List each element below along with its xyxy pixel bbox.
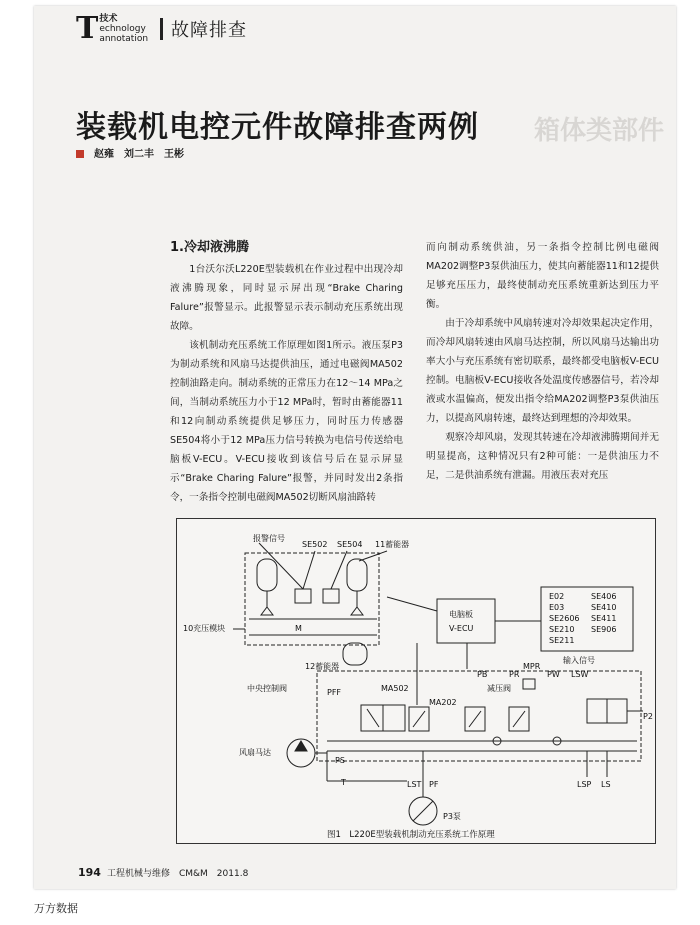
label-pump: P3泵 [443,812,461,821]
magazine-page [34,6,676,889]
figure-caption: 图1 L220E型装载机制动充压系统工作原理 [327,830,495,840]
label-ecu2: V-ECU [449,624,474,633]
paragraph: 而向制动系统供油，另一条指令控制比例电磁阀MA202调整P3泵供油压力，使其向蓄能器11和12提供足够充压压力，最终使制动充压系统重新达到压力平衡。 [426,242,659,310]
accumulator-12 [343,643,367,665]
signal-label: SE411 [591,614,617,623]
charge-module-frame [245,553,379,645]
label-alarm: 报警信号 [253,534,285,543]
label-pf: PF [429,780,439,789]
check-valve-a [261,607,273,615]
signal-label: SE210 [549,625,575,634]
label-se502: SE502 [302,540,328,549]
signal-label: E02 [549,592,565,601]
signal-label: SE406 [591,592,617,601]
label-central: 中央控制阀 [247,684,287,693]
label-inputs: 输入信号 [563,656,595,665]
label-ps: PS [335,756,345,765]
bleed-through-text: 箱体类部件 [534,116,665,146]
paragraph: 观察冷却风扇，发现其转速在冷却液沸腾期间并无明显提高，这种情况只有2种可能：一是供油压力不足，二是供油系统有泄漏。用液压表对充压 [426,432,659,481]
valve-ma502 [383,705,405,731]
journal-name: 工程机械与维修 CM&M 2011.8 [106,869,249,879]
column-brand [76,11,248,46]
sensor-se504 [323,589,339,603]
page-number: 194 [78,866,101,879]
schematic-svg [177,519,655,843]
label-pb: PB [477,670,488,679]
label-p2: P2 [643,712,653,721]
label-charge10: 10充压模块 [183,624,226,633]
signal-label: SE906 [591,625,617,634]
author-names: 赵雍 刘二丰 王彬 [94,149,184,160]
signal-label: SE2606 [549,614,580,623]
hydraulic-schematic-figure [176,518,656,844]
right-column [426,238,659,485]
valve-lsw-b [607,699,627,723]
accumulator-11b [347,559,367,591]
page-footer [78,866,248,879]
gauge-mpr [523,679,535,689]
label-ma202: MA202 [429,698,457,707]
label-acc12: 12蓄能器 [305,662,340,671]
article-authors [76,145,184,160]
label-m: M [295,624,302,633]
label-t: T [341,778,346,787]
check-valve-b [351,607,363,615]
label-ls: LS [601,780,611,789]
paragraph: 由于冷却系统中风扇转速对冷却效果起决定作用，而冷却风扇转速由风扇马达控制，所以风扇马达输出功率大小与充压系统有密切联系，最终都受电脑板V-ECU控制。电脑板V-ECU接收各处温度传感器信号，若冷却液或水温偏高，便发出指令给MA202调整P3泵供油压力，以提高风扇转速，最终达到理想的冷却效果。 [426,318,659,424]
brand-stack [99,14,148,44]
accumulator-11a [257,559,277,591]
label-mpr: MPR [523,662,541,671]
valve-lsw-a [587,699,607,723]
label-fan: 风扇马达 [239,748,271,757]
valve-pff [361,705,383,731]
signal-label: E03 [549,603,565,612]
label-acc11: 11蓄能器 [375,540,410,549]
brand-letter: T [76,11,99,46]
label-pr: PR [509,670,520,679]
label-pw: PW [547,670,560,679]
sensor-se502 [295,589,311,603]
signals-col-2 [591,592,616,634]
label-lst: LST [407,780,422,789]
leader-se504 [331,551,347,589]
label-se504: SE504 [337,540,363,549]
brand-divider [160,18,163,40]
paragraph: 1台沃尔沃L220E型装载机在作业过程中出现冷却液沸腾现象，同时显示屏出现“Brake Charing Falure”报警显示。此报警显示表示制动充压系统出现故障。 [170,264,403,332]
fan-motor-arrow-icon [295,741,307,751]
article-title: 装载机电控元件故障排查两例 [76,110,479,145]
left-column [170,238,403,507]
author-bullet-icon [76,150,84,158]
signals-col-1 [549,592,580,645]
brand-en-1: echnology [99,24,146,34]
brand-en-2: annotation [99,34,149,44]
section-heading: 1.冷却液沸腾 [170,240,249,255]
brand-cn: 技术 [99,14,118,24]
label-relief: 减压阀 [487,684,511,693]
label-ma502: MA502 [381,684,409,693]
signal-label: SE410 [591,603,617,612]
arrow [413,711,425,727]
ecu-box [437,599,495,643]
pump-arrow [413,801,433,821]
arrow [513,711,525,727]
arrow [469,711,481,727]
leader-se502 [303,551,315,589]
leader-alarm [259,543,303,589]
paragraph: 该机制动充压系统工作原理如图1所示。液压泵P3为制动系统和风扇马达提供油压，通过电磁阀MA502控制油路走向。制动系统的正常压力在12～14 MPa之间，当制动系统压力小于12 MPa时，暂时由蓄能器11和12向制动系统提供足够压力，同时压力传感器SE504将小于12 MPa压力信号转换为电信号传送给电脑板V-ECU。V-ECU接收到该信号后在显示屏显示“Brake Charing Falure”报警，并同时发出2条指令，一条指令控制电磁阀MA502切断风扇油路转 [170,340,403,503]
signal-label: SE211 [549,636,575,645]
arrow [367,709,379,727]
label-ecu: 电脑板 [449,610,473,619]
label-pff: PFF [327,688,342,697]
source-watermark: 万方数据 [34,902,78,915]
central-valve-frame [317,671,641,761]
label-lsw: LSW [571,670,589,679]
label-lsp: LSP [577,780,592,789]
signal-line [387,597,437,611]
section-title: 故障排查 [171,20,248,41]
